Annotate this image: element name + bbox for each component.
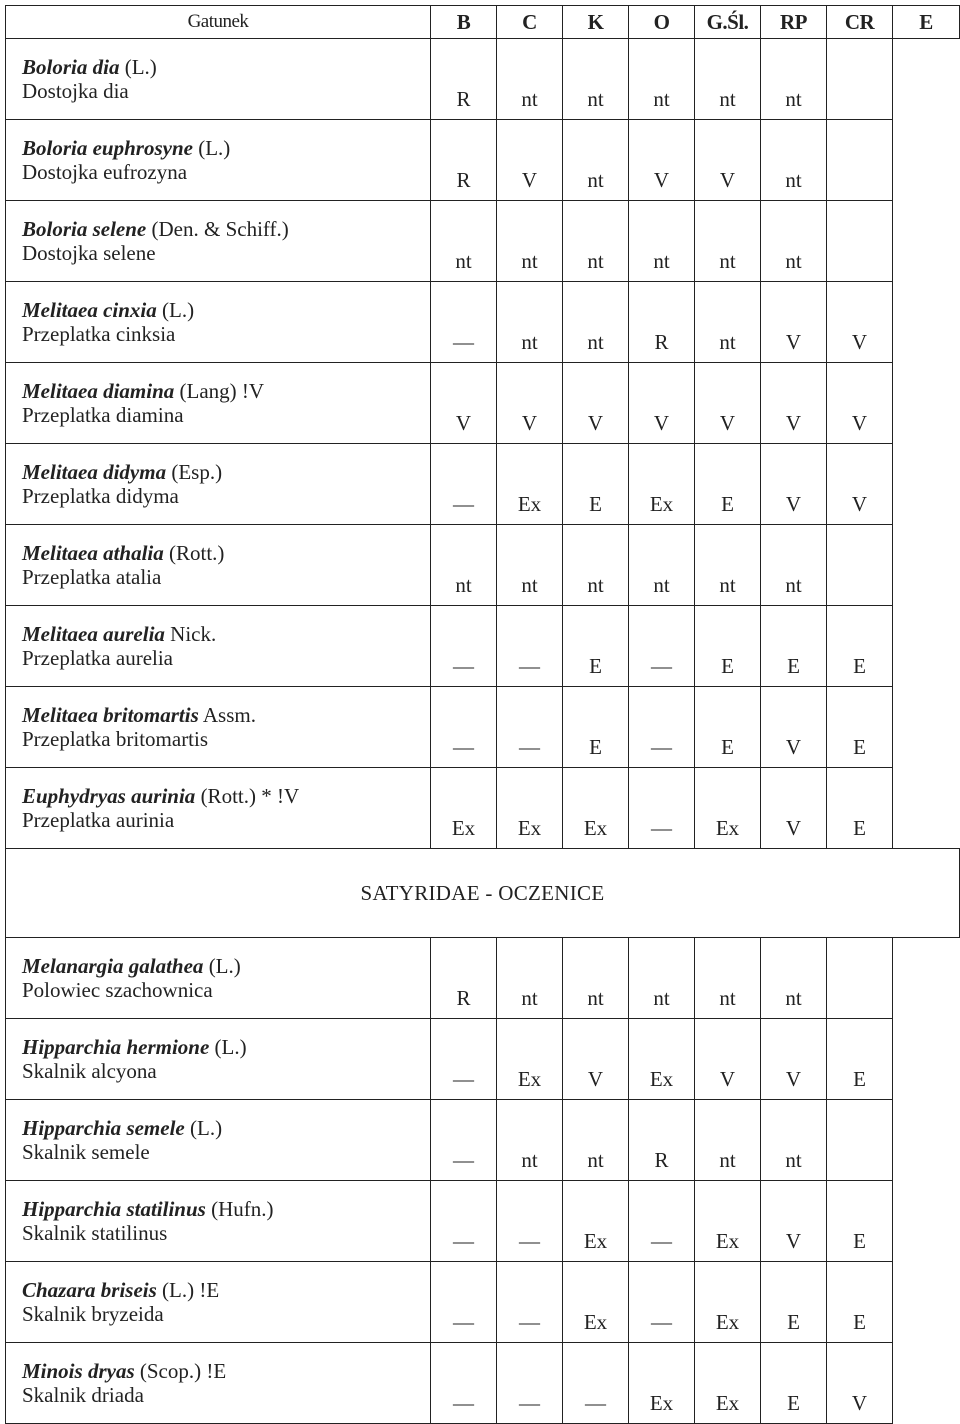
species-name-cell [6, 1181, 431, 1262]
status-cell: Ex [497, 1019, 563, 1100]
species-status-table [5, 5, 960, 1424]
epithet: selene [92, 217, 147, 241]
species-name-cell [6, 525, 431, 606]
status-cell: E [827, 687, 893, 768]
status-cell: E [761, 1262, 827, 1343]
table-row [6, 1100, 960, 1181]
author: Assm. [198, 703, 256, 727]
status-cell: V [629, 120, 695, 201]
species-name-cell [6, 444, 431, 525]
species-name-cell [6, 606, 431, 687]
column-header-c: C [497, 6, 563, 39]
epithet: diamina [103, 379, 175, 403]
polish-name: Dostojka selene [22, 241, 156, 265]
genus: Boloria [22, 217, 88, 241]
author: (Scop.) !E [134, 1359, 227, 1383]
genus: Hipparchia [22, 1116, 122, 1140]
status-cell: V [827, 282, 893, 363]
author: (L.) [209, 1035, 247, 1059]
status-cell: nt [563, 120, 629, 201]
status-cell: nt [761, 39, 827, 120]
status-cell [827, 39, 893, 120]
status-cell: nt [431, 201, 497, 282]
status-cell: R [629, 1100, 695, 1181]
author: (L.) [119, 55, 157, 79]
status-cell: nt [629, 201, 695, 282]
table-row [6, 525, 960, 606]
species-table-container [5, 5, 960, 1424]
genus: Melitaea [22, 541, 98, 565]
column-header-e: E [893, 6, 960, 39]
status-cell: — [629, 606, 695, 687]
status-cell: — [497, 1262, 563, 1343]
status-cell: V [827, 363, 893, 444]
status-cell: nt [497, 201, 563, 282]
polish-name: Przeplatka atalia [22, 565, 162, 589]
status-cell: nt [497, 282, 563, 363]
status-cell: Ex [497, 444, 563, 525]
latin-name [22, 541, 430, 565]
polish-name: Przeplatka aurinia [22, 808, 175, 832]
polish-name: Skalnik driada [22, 1383, 144, 1407]
status-cell: Ex [431, 768, 497, 849]
author: (L.) [156, 298, 195, 322]
latin-name [22, 217, 430, 241]
polish-name: Skalnik alcyona [22, 1059, 157, 1083]
status-cell: Ex [497, 768, 563, 849]
status-cell: — [431, 687, 497, 768]
status-cell: — [629, 687, 695, 768]
status-cell: R [629, 282, 695, 363]
status-cell [827, 1100, 893, 1181]
status-cell: nt [695, 938, 761, 1019]
author: (Rott.) * !V [195, 784, 300, 808]
latin-name [22, 136, 430, 160]
epithet: athalia [103, 541, 164, 565]
table-row [6, 1262, 960, 1343]
status-cell: nt [629, 39, 695, 120]
genus: Melanargia [22, 954, 124, 978]
status-cell: E [827, 768, 893, 849]
status-cell: nt [497, 938, 563, 1019]
species-name-cell [6, 1019, 431, 1100]
epithet: britomartis [103, 703, 199, 727]
status-cell: E [695, 444, 761, 525]
status-cell: nt [497, 1100, 563, 1181]
status-cell: V [761, 768, 827, 849]
column-header-gsl: G.Śl. [695, 6, 761, 39]
species-name-cell [6, 201, 431, 282]
epithet: hermione [126, 1035, 210, 1059]
status-cell: — [563, 1343, 629, 1424]
table-row [6, 444, 960, 525]
latin-name [22, 1035, 430, 1059]
status-cell: — [431, 1181, 497, 1262]
status-cell: nt [629, 938, 695, 1019]
table-row [6, 39, 960, 120]
polish-name: Skalnik statilinus [22, 1221, 168, 1245]
status-cell: V [761, 1181, 827, 1262]
status-cell: V [695, 1019, 761, 1100]
status-cell: — [497, 1181, 563, 1262]
status-cell: Ex [695, 1181, 761, 1262]
author: (Den. & Schiff.) [146, 217, 289, 241]
polish-name: Polowiec szachownica [22, 978, 213, 1002]
status-cell: V [497, 363, 563, 444]
status-cell: Ex [563, 1262, 629, 1343]
status-cell: Ex [695, 768, 761, 849]
status-cell [827, 938, 893, 1019]
status-cell: E [827, 1181, 893, 1262]
status-cell: Ex [695, 1262, 761, 1343]
status-cell: — [431, 606, 497, 687]
latin-name [22, 1359, 430, 1383]
status-cell: V [563, 363, 629, 444]
species-name-cell [6, 120, 431, 201]
table-row [6, 201, 960, 282]
polish-name: Przeplatka cinksia [22, 322, 176, 346]
status-cell: nt [497, 39, 563, 120]
species-name-cell [6, 363, 431, 444]
column-header-b: B [431, 6, 497, 39]
status-cell: nt [695, 282, 761, 363]
latin-name [22, 1278, 430, 1302]
status-cell: Ex [695, 1343, 761, 1424]
latin-name [22, 784, 430, 808]
status-cell: nt [629, 525, 695, 606]
status-cell: nt [761, 201, 827, 282]
status-cell: nt [695, 525, 761, 606]
genus: Melitaea [22, 460, 98, 484]
latin-name [22, 460, 430, 484]
column-header-cr: CR [827, 6, 893, 39]
epithet: euphrosyne [92, 136, 193, 160]
status-cell: V [695, 120, 761, 201]
epithet: dryas [87, 1359, 135, 1383]
status-cell: — [629, 1262, 695, 1343]
genus: Hipparchia [22, 1035, 122, 1059]
status-cell: nt [761, 525, 827, 606]
status-cell: — [431, 1019, 497, 1100]
genus: Euphydryas [22, 784, 126, 808]
latin-name [22, 298, 430, 322]
status-cell: nt [695, 1100, 761, 1181]
status-cell: nt [695, 39, 761, 120]
latin-name [22, 954, 430, 978]
epithet: dia [92, 55, 120, 79]
genus: Melitaea [22, 622, 98, 646]
table-row [6, 1181, 960, 1262]
epithet: cinxia [103, 298, 157, 322]
status-cell: R [431, 120, 497, 201]
status-cell: nt [497, 525, 563, 606]
table-row [6, 282, 960, 363]
species-name-cell [6, 39, 431, 120]
status-cell: E [563, 687, 629, 768]
status-cell: V [497, 120, 563, 201]
status-cell: nt [761, 938, 827, 1019]
section-heading-row [6, 849, 960, 938]
epithet: semele [126, 1116, 185, 1140]
status-cell: V [761, 282, 827, 363]
author: (L.) !E [156, 1278, 220, 1302]
status-cell: E [695, 606, 761, 687]
status-cell: — [431, 1100, 497, 1181]
polish-name: Przeplatka aurelia [22, 646, 173, 670]
table-row [6, 938, 960, 1019]
status-cell: Ex [629, 1343, 695, 1424]
species-group-1 [6, 39, 960, 849]
epithet: briseis [100, 1278, 157, 1302]
status-cell: R [431, 39, 497, 120]
author: (L.) [184, 1116, 223, 1140]
genus: Boloria [22, 55, 88, 79]
status-cell: nt [563, 938, 629, 1019]
status-cell: E [563, 444, 629, 525]
status-cell: nt [563, 39, 629, 120]
polish-name: Przeplatka britomartis [22, 727, 209, 751]
species-name-cell [6, 1343, 431, 1424]
status-cell: V [761, 444, 827, 525]
status-cell: nt [563, 525, 629, 606]
status-cell: Ex [563, 768, 629, 849]
latin-name [22, 1197, 430, 1221]
author: Nick. [164, 622, 217, 646]
header-row [6, 6, 960, 39]
status-cell: — [629, 1181, 695, 1262]
status-cell: nt [563, 282, 629, 363]
column-header-gatunek: Gatunek [6, 6, 431, 39]
species-name-cell [6, 1262, 431, 1343]
epithet: galathea [128, 954, 204, 978]
status-cell: — [497, 687, 563, 768]
status-cell: V [827, 444, 893, 525]
status-cell: — [431, 444, 497, 525]
status-cell: — [431, 1343, 497, 1424]
latin-name [22, 622, 430, 646]
status-cell: — [431, 282, 497, 363]
species-name-cell [6, 282, 431, 363]
species-name-cell [6, 768, 431, 849]
status-cell: — [497, 606, 563, 687]
polish-name: Przeplatka diamina [22, 403, 184, 427]
status-cell [827, 120, 893, 201]
genus: Melitaea [22, 298, 98, 322]
status-cell: E [827, 1019, 893, 1100]
species-name-cell [6, 687, 431, 768]
status-cell: Ex [629, 1019, 695, 1100]
status-cell: E [827, 1262, 893, 1343]
latin-name [22, 703, 430, 727]
section-heading-group [6, 849, 960, 938]
status-cell: V [695, 363, 761, 444]
epithet: didyma [103, 460, 167, 484]
genus: Chazara [22, 1278, 96, 1302]
polish-name: Skalnik semele [22, 1140, 150, 1164]
epithet: aurelia [103, 622, 165, 646]
status-cell: nt [563, 1100, 629, 1181]
status-cell: nt [563, 201, 629, 282]
status-cell [827, 525, 893, 606]
polish-name: Dostojka eufrozyna [22, 160, 188, 184]
status-cell: E [761, 1343, 827, 1424]
status-cell [827, 201, 893, 282]
polish-name: Przeplatka didyma [22, 484, 179, 508]
table-row [6, 1019, 960, 1100]
genus: Hipparchia [22, 1197, 122, 1221]
author: (L.) [192, 136, 231, 160]
author: (L.) [203, 954, 241, 978]
status-cell: E [563, 606, 629, 687]
status-cell: V [827, 1343, 893, 1424]
status-cell: V [563, 1019, 629, 1100]
status-cell: nt [761, 120, 827, 201]
genus: Boloria [22, 136, 88, 160]
species-name-cell [6, 938, 431, 1019]
status-cell: E [827, 606, 893, 687]
column-header-rp: RP [761, 6, 827, 39]
table-row [6, 768, 960, 849]
table-row [6, 1343, 960, 1424]
status-cell: E [695, 687, 761, 768]
status-cell: V [761, 1019, 827, 1100]
status-cell: Ex [629, 444, 695, 525]
column-header-o: O [629, 6, 695, 39]
status-cell: V [629, 363, 695, 444]
table-row [6, 120, 960, 201]
epithet: aurinia [131, 784, 196, 808]
status-cell: V [761, 363, 827, 444]
table-row [6, 687, 960, 768]
table-row [6, 363, 960, 444]
section-heading: SATYRIDAE - OCZENICE [6, 849, 960, 938]
status-cell: E [761, 606, 827, 687]
status-cell: Ex [563, 1181, 629, 1262]
status-cell: — [497, 1343, 563, 1424]
species-group-2 [6, 938, 960, 1424]
status-cell: V [761, 687, 827, 768]
status-cell: V [431, 363, 497, 444]
author: (Lang) !V [174, 379, 265, 403]
status-cell: — [629, 768, 695, 849]
table-row [6, 606, 960, 687]
polish-name: Dostojka dia [22, 79, 129, 103]
polish-name: Skalnik bryzeida [22, 1302, 164, 1326]
status-cell: nt [695, 201, 761, 282]
author: (Rott.) [163, 541, 225, 565]
latin-name [22, 379, 430, 403]
author: (Hufn.) [205, 1197, 274, 1221]
latin-name [22, 55, 430, 79]
status-cell: nt [761, 1100, 827, 1181]
genus: Minois [22, 1359, 83, 1383]
column-header-k: K [563, 6, 629, 39]
genus: Melitaea [22, 379, 98, 403]
genus: Melitaea [22, 703, 98, 727]
author: (Esp.) [166, 460, 223, 484]
latin-name [22, 1116, 430, 1140]
status-cell: — [431, 1262, 497, 1343]
species-name-cell [6, 1100, 431, 1181]
epithet: statilinus [126, 1197, 206, 1221]
status-cell: nt [431, 525, 497, 606]
status-cell: R [431, 938, 497, 1019]
